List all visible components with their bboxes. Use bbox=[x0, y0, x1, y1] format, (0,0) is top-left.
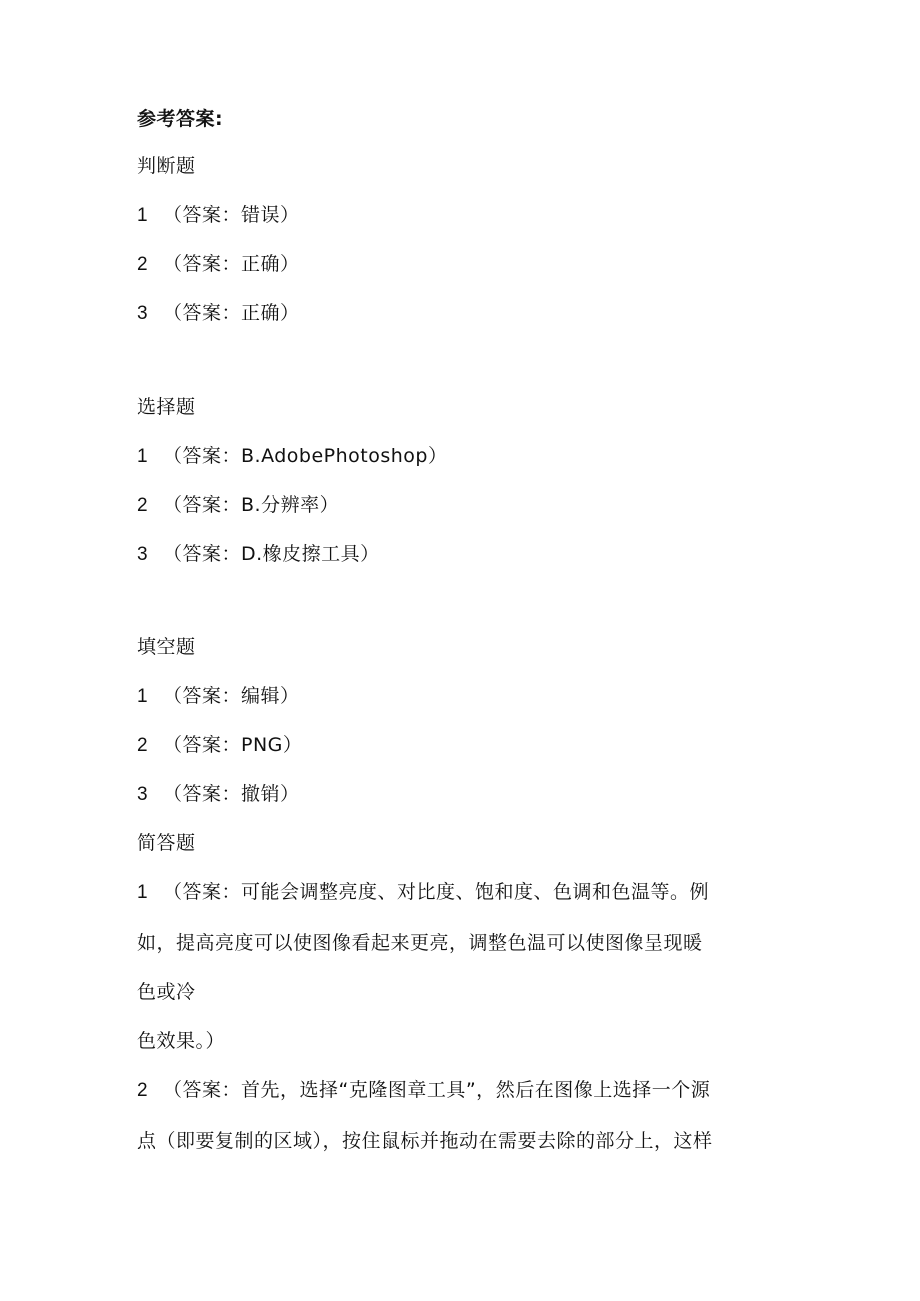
short-answer-1-line-1 bbox=[137, 880, 709, 905]
item-text: （答案：可能会调整亮度、对比度、饱和度、色调和色温等。例 bbox=[163, 881, 710, 903]
section-title-multiple-choice: 选择题 bbox=[137, 396, 196, 418]
item-text: （答案：正确） bbox=[163, 302, 300, 324]
fill-answer-1 bbox=[137, 684, 300, 709]
item-number: 3 bbox=[137, 784, 149, 805]
item-text: （答案：首先，选择“克隆图章工具”，然后在图像上选择一个源 bbox=[163, 1079, 711, 1101]
item-number: 1 bbox=[137, 686, 149, 707]
item-number: 2 bbox=[137, 735, 149, 756]
mc-answer-1 bbox=[137, 444, 448, 469]
item-text: （答案：错误） bbox=[163, 204, 300, 226]
answers-heading: 参考答案: bbox=[137, 108, 224, 130]
tf-answer-1 bbox=[137, 203, 300, 228]
short-answer-1-line-3: 色或冷 bbox=[137, 981, 196, 1003]
item-number: 1 bbox=[137, 446, 149, 467]
item-number: 2 bbox=[137, 254, 149, 275]
item-number: 3 bbox=[137, 303, 149, 324]
mc-answer-3 bbox=[137, 542, 380, 567]
section-title-true-false: 判断题 bbox=[137, 155, 196, 177]
mc-answer-2 bbox=[137, 493, 339, 518]
item-text: （答案：正确） bbox=[163, 253, 300, 275]
item-text: （答案：D.橡皮擦工具） bbox=[163, 543, 380, 565]
item-number: 1 bbox=[137, 882, 149, 903]
item-text: （答案：撤销） bbox=[163, 783, 300, 805]
item-number: 3 bbox=[137, 544, 149, 565]
short-answer-2-line-2: 点（即要复制的区域），按住鼠标并拖动在需要去除的部分上，这样 bbox=[137, 1130, 713, 1152]
item-text: （答案：B.AdobePhotoshop） bbox=[163, 445, 448, 467]
short-answer-1-line-2: 如，提高亮度可以使图像看起来更亮，调整色温可以使图像呈现暖 bbox=[137, 932, 703, 954]
item-text: （答案：PNG） bbox=[163, 734, 303, 756]
section-title-short-answer: 简答题 bbox=[137, 832, 196, 854]
item-number: 2 bbox=[137, 495, 149, 516]
section-title-fill-in: 填空题 bbox=[137, 636, 196, 658]
item-text: （答案：B.分辨率） bbox=[163, 494, 340, 516]
item-text: （答案：编辑） bbox=[163, 685, 300, 707]
tf-answer-3 bbox=[137, 301, 300, 326]
short-answer-1-line-4: 色效果。） bbox=[137, 1030, 226, 1052]
item-number: 2 bbox=[137, 1080, 149, 1101]
short-answer-2-line-1 bbox=[137, 1078, 710, 1103]
fill-answer-3 bbox=[137, 782, 300, 807]
fill-answer-2 bbox=[137, 733, 302, 758]
tf-answer-2 bbox=[137, 252, 300, 277]
item-number: 1 bbox=[137, 205, 149, 226]
